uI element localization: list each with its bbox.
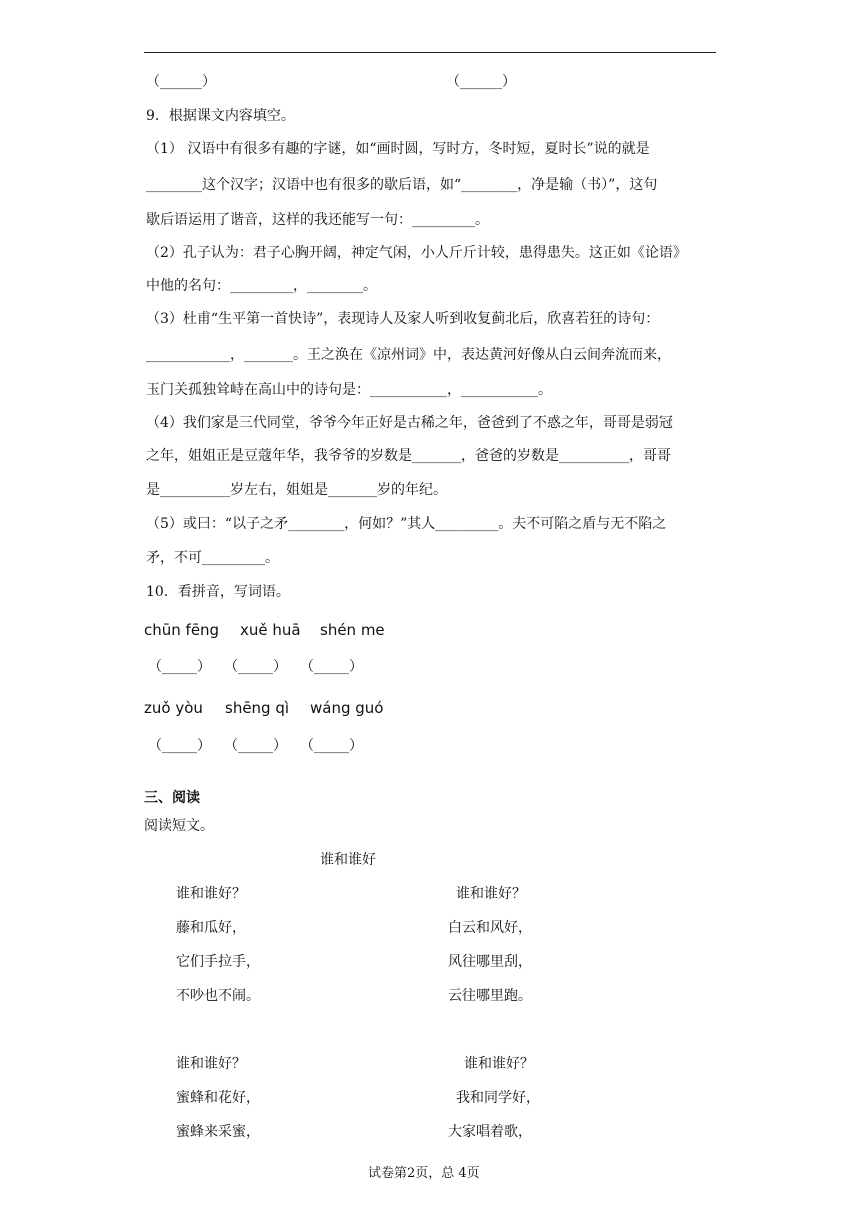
page-footer: 试卷第2页，总 4页 (368, 1166, 480, 1181)
poem-line: 谁和谁好？ (456, 886, 526, 902)
pinyin-word: chūn fēng (144, 621, 220, 639)
answer-blank: （_____） (300, 738, 363, 754)
q10-title: 10．看拼音，写词语。 (146, 584, 290, 600)
q9-line: ____________，_______。王之涣在《凉州词》中，表达黄河好像从白云间奔流而来， (146, 347, 671, 363)
q9-line: 玉门关孤独耸峙在高山中的诗句是：___________，___________。 (146, 382, 552, 398)
q9-line: （1） 汉语中有很多有趣的字谜，如“画时圆，写时方，冬时短，夏时长”说的就是 (146, 141, 650, 157)
section-heading: 三、阅读 (144, 790, 200, 806)
pinyin-word: zuǒ yòu (144, 699, 203, 717)
q9-line: （2）孔子认为：君子心胸开阔，神定气闲，小人斤斤计较，患得患失。这正如《论语》 (146, 245, 687, 261)
q9-line: ________这个汉字；汉语中也有很多的歇后语，如“________，净是输（书）”，这句 (146, 177, 658, 193)
q9-line: 是__________岁左右，姐姐是_______岁的年纪。 (146, 482, 447, 498)
poem-line: 云往哪里跑。 (448, 988, 532, 1004)
answer-blank: （_____） (224, 659, 287, 675)
poem-title: 谁和谁好 (320, 852, 376, 868)
answer-blank-left: （______） (146, 74, 216, 90)
poem-line: 我和同学好， (456, 1090, 540, 1106)
poem-line: 不吵也不闹。 (176, 988, 260, 1004)
poem-line: 蜜蜂和花好， (176, 1090, 260, 1106)
poem-line: 谁和谁好？ (176, 886, 246, 902)
answer-blank: （_____） (300, 659, 363, 675)
poem-line: 它们手拉手， (176, 954, 260, 970)
poem-line: 谁和谁好？ (464, 1056, 534, 1072)
poem-line: 风往哪里刮， (448, 954, 532, 970)
answer-blank: （_____） (148, 738, 211, 754)
q9-line: 之年，姐姐正是豆蔻年华，我爷爷的岁数是_______，爸爸的岁数是__________，哥哥 (146, 448, 671, 464)
q9-line: （3）杜甫“生平第一首快诗”，表现诗人及家人听到收复蓟北后，欣喜若狂的诗句： (146, 311, 660, 327)
pinyin-word: xuě huā (240, 621, 301, 639)
pinyin-word: shēng qì (225, 699, 290, 717)
q9-line: （5）或曰：“以子之矛________，何如？”其人_________。夫不可陷之盾与无不陷之 (146, 516, 667, 532)
pinyin-word: shén me (320, 621, 385, 639)
poem-line: 藤和瓜好， (176, 920, 246, 936)
answer-blank-right: （______） (446, 74, 516, 90)
q9-line: 歇后语运用了谐音，这样的我还能写一句：_________。 (146, 212, 489, 228)
header-rule (144, 52, 716, 53)
poem-line: 大家唱着歌， (448, 1124, 532, 1140)
poem-line: 白云和风好， (448, 920, 532, 936)
q9-line: 矛，不可_________。 (146, 550, 279, 566)
answer-blank: （_____） (148, 659, 211, 675)
q9-line: （4）我们家是三代同堂，爷爷今年正好是古稀之年，爸爸到了不惑之年，哥哥是弱冠 (146, 415, 673, 431)
pinyin-word: wáng guó (310, 699, 384, 717)
answer-blank: （_____） (224, 738, 287, 754)
poem-line: 蜜蜂来采蜜， (176, 1124, 260, 1140)
q9-title: 9．根据课文内容填空。 (146, 108, 295, 124)
section-instruction: 阅读短文。 (144, 818, 214, 834)
q9-line: 中他的名句：_________，________。 (146, 278, 377, 294)
poem-line: 谁和谁好？ (176, 1056, 246, 1072)
